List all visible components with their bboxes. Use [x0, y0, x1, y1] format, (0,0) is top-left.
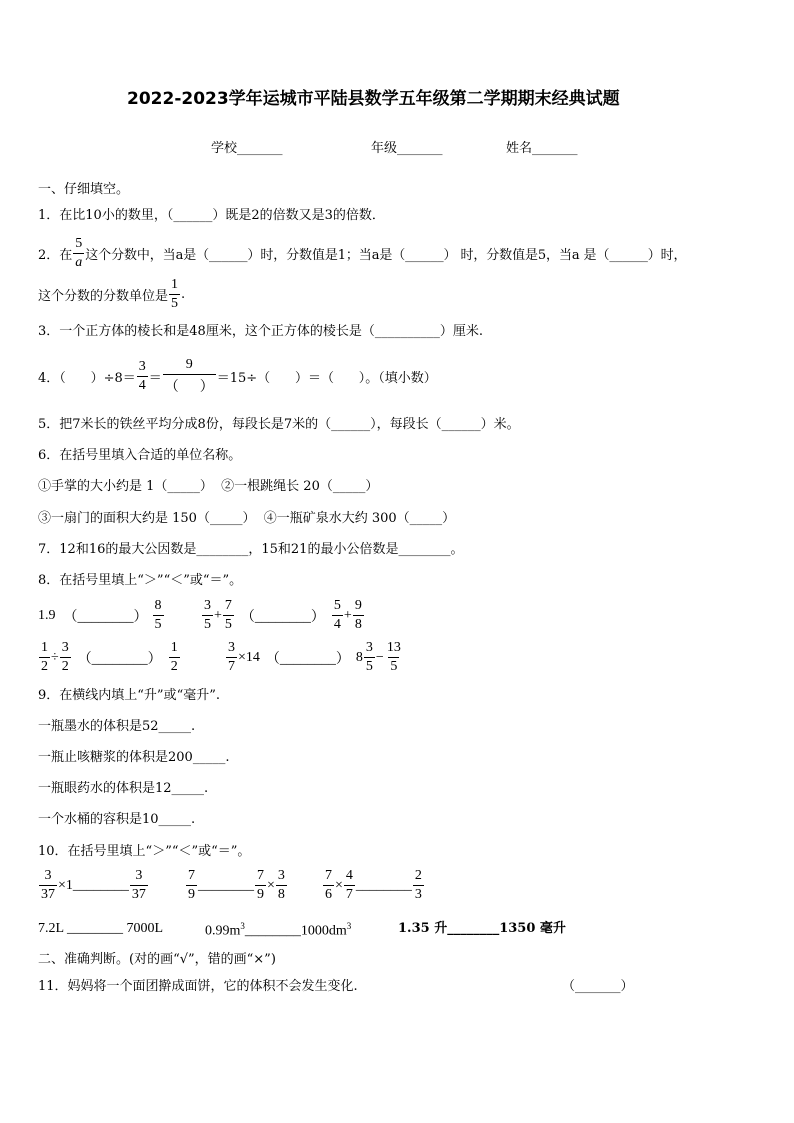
name-field: 姓名_______: [506, 141, 578, 156]
fraction: $\frac{2}{3}$: [414, 868, 422, 902]
fraction: $\frac{7}{6}$: [325, 868, 332, 902]
question-10-item-d: 7.2L ________ 7000L: [38, 921, 164, 936]
mixed-number: 8 $\frac{3}{5}$: [355, 640, 373, 674]
fraction: $\frac{1}{5}$: [171, 277, 179, 311]
question-2: 2．在 $\frac{5}{a}$ 这个分数中，当a是（______）时，分数值是1；当a是（______） 时，分数值是5，当a 是（______）时，: [38, 236, 687, 270]
fraction: $\frac{1}{2}$: [170, 640, 178, 674]
school-field: 学校_______: [211, 141, 283, 156]
question-10-item-b: $\frac{7}{9}$ ________ $\frac{7}{9}$ × $\frac{3}{8}$: [188, 868, 285, 902]
question-8-row-2a: $\frac{1}{2}$ ÷ $\frac{3}{2}$ （________） $\frac{1}{2}$: [41, 640, 178, 674]
fraction: $\frac{7}{9}$: [188, 868, 195, 902]
question-10: 10．在括号里填上“＞”“＜”或“＝”。: [38, 844, 251, 859]
fraction: $\frac{3}{5}$: [204, 598, 211, 632]
fraction: $\frac{4}{7}$: [345, 868, 353, 902]
question-7: 7．12和16的最大公因数是________，15和21的最小公倍数是________。: [38, 542, 464, 557]
fraction: $\frac{5}{a}$: [75, 236, 83, 270]
question-10-item-a: $\frac{3}{37}$ ×1 ________ $\frac{3}{37}$: [41, 868, 146, 902]
question-9-item-1: 一瓶墨水的体积是52_____.: [38, 719, 196, 734]
question-6-items-b: ③一扇门的面积大约是 150（_____） ④一瓶矿泉水大约 300（_____）: [38, 511, 456, 526]
question-6: 6．在括号里填入合适的单位名称。: [38, 448, 242, 463]
question-9: 9．在横线内填上“升”或“毫升”.: [38, 688, 220, 703]
question-6-items-a: ①手掌的大小约是 1（_____） ②一根跳绳长 20（_____）: [38, 479, 379, 494]
question-8-row-2b: $\frac{3}{7}$ ×14 （________） 8 $\frac{3}{5}$ − $\frac{13}{5}$: [228, 640, 401, 674]
question-4: 4．（ ）÷8＝ $\frac{3}{4}$ ＝ $\frac{9}{( )}$ ＝15÷（ ）＝（ ）。（填小数）: [38, 357, 437, 395]
fraction: $\frac{3}{2}$: [61, 640, 69, 674]
fraction: $\frac{7}{5}$: [224, 598, 232, 632]
fraction: $\frac{9}{8}$: [354, 598, 362, 632]
fraction: $\frac{5}{4}$: [333, 598, 341, 632]
section-heading-1: 一、仔细填空。: [38, 182, 130, 197]
question-3: 3．一个正方体的棱长和是48厘米，这个正方体的棱长是（__________）厘米.: [38, 324, 483, 339]
question-10-item-f: 1.35 升________1350 毫升: [398, 921, 566, 936]
question-8-row-1b: $\frac{3}{5}$ + $\frac{7}{5}$ （________） $\frac{5}{4}$ + $\frac{9}{8}$: [204, 598, 362, 632]
question-8: 8．在括号里填上“＞”“＜”或“＝”。: [38, 573, 243, 588]
fraction: $\frac{3}{37}$: [131, 868, 146, 902]
fraction: $\frac{13}{5}$: [386, 640, 401, 674]
fraction: $\frac{3}{37}$: [41, 868, 55, 902]
question-9-item-4: 一个水桶的容积是10_____.: [38, 812, 196, 827]
fraction: $\frac{3}{5}$: [365, 640, 373, 674]
fraction: $\frac{1}{2}$: [41, 640, 48, 674]
question-8-row-1a: 1.9 （________） $\frac{8}{5}$: [38, 598, 162, 632]
fraction: $\frac{3}{7}$: [228, 640, 235, 674]
fraction: $\frac{3}{4}$: [138, 359, 146, 393]
question-10-item-c: $\frac{7}{6}$ × $\frac{4}{7}$ ________ $\frac{2}{3}$: [325, 868, 422, 902]
section-heading-2: 二、准确判断。(对的画“√”，错的画“×”): [38, 952, 276, 967]
question-10-item-e: $0.99m^3\_\_\_\_\_\_\_\_1000dm^3$: [205, 921, 352, 939]
question-9-item-2: 一瓶止咳糖浆的体积是200_____.: [38, 750, 230, 765]
fraction: $\frac{8}{5}$: [154, 598, 162, 632]
question-5: 5．把7米长的铁丝平均分成8份，每段长是7米的（______），每段长（______）米。: [38, 417, 520, 432]
fraction: $\frac{3}{8}$: [277, 868, 285, 902]
question-9-item-3: 一瓶眼药水的体积是12_____.: [38, 781, 209, 796]
fraction: $\frac{9}{( )}$: [164, 357, 214, 395]
answer-blank[interactable]: （_______）: [562, 979, 634, 994]
question-1: 1．在比10小的数里，（______）既是2的倍数又是3的倍数．: [38, 208, 385, 223]
question-2-line-2: 这个分数的分数单位是 $\frac{1}{5}$ .: [38, 277, 186, 311]
fraction: $\frac{7}{9}$: [257, 868, 264, 902]
page-title: 2022-2023学年运城市平陆县数学五年级第二学期期末经典试题: [127, 89, 620, 109]
grade-field: 年级_______: [371, 141, 443, 156]
question-11: 11．妈妈将一个面团擀成面饼，它的体积不会发生变化.: [38, 979, 358, 994]
